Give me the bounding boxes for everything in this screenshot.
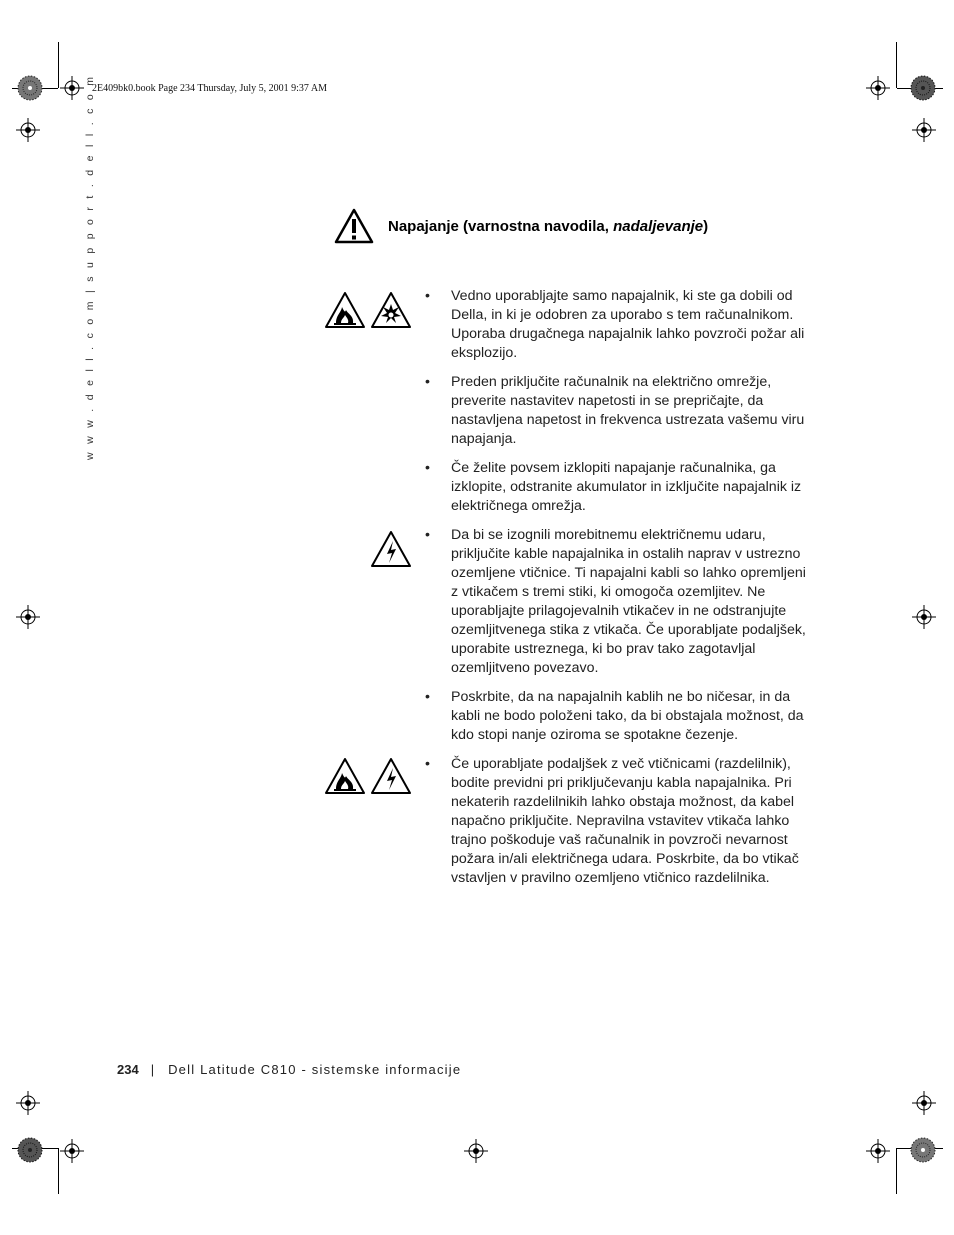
caution-triangle-icon [334, 208, 374, 244]
registration-mark-icon [60, 76, 84, 100]
bullet-icon: • [425, 756, 430, 772]
page-number: 234 [117, 1062, 139, 1077]
section-heading [334, 208, 708, 244]
print-header-stamp: 2E409bk0.book Page 234 Thursday, July 5, 2001 9:37 AM [92, 83, 327, 94]
page-footer [117, 1062, 461, 1077]
crop-mark [58, 42, 59, 88]
registration-mark-icon [866, 76, 890, 100]
bullet-icon: • [425, 374, 430, 390]
crop-mark [58, 1148, 59, 1194]
bullet-icon: • [425, 460, 430, 476]
fire-hazard-icon [324, 757, 366, 795]
bullet-icon: • [425, 288, 430, 304]
bullet-icon: • [425, 527, 430, 543]
registration-mark-icon [912, 605, 936, 629]
registration-mark-icon [866, 1139, 890, 1163]
list-item [425, 526, 815, 678]
registration-mark-icon [912, 118, 936, 142]
footer-separator: | [150, 1062, 155, 1077]
list-item-text: Preden priključite računalnik na električno omrežje, preverite nastavitev napetosti in se prepričajte, da nastavljena napetost in frekvenca ustrezata vašemu viru napajanja. [451, 374, 805, 447]
registration-mark-icon [16, 118, 40, 142]
list-item-text: Če želite povsem izklopiti napajanje računalnika, ga izklopite, odstranite akumulator in izključite napajalnik iz električnega omrežja. [451, 460, 802, 514]
list-item [425, 755, 815, 888]
list-item [425, 373, 815, 449]
registration-mark-icon [16, 605, 40, 629]
list-item-text: Poskrbite, da na napajalnih kablih ne bo ničesar, in da kabli ne bodo položeni tako, da bi obstajala možnost, da kdo stopi nanje oziroma se spotakne čezenje. [451, 689, 804, 743]
registration-rosette-icon [910, 1137, 936, 1163]
bullet-icon: • [425, 689, 430, 705]
crop-mark [896, 1148, 897, 1194]
list-item [425, 287, 815, 363]
list-item [425, 688, 815, 745]
electric-shock-icon [370, 530, 412, 568]
registration-mark-icon [60, 1139, 84, 1163]
registration-mark-icon [464, 1139, 488, 1163]
list-item-text: Da bi se izognili morebitnemu električnemu udaru, priključite kable napajalnika in ostalih naprav v ustrezno ozemljene vtičnice. Ti napajalni kabli so lahko opremljeni z vtikačem s tremi stiki, ki omogoča ozemljitev. Ne uporabljajte prilagojevalnih vtikačev in ne odstranjujte ozemljitvenega stika z vtikača. Če uporabljate podaljšek, uporabite ustreznega, ki bo prav tako zagotavljal ozemljitveno povezavo. [451, 527, 806, 676]
list-item-text: Če uporabljate podaljšek z več vtičnicami (razdelilnik), bodite previdni pri priključevanju kabla napajalnika. Pri nekaterih razdelilnikih lahko obstaja možnost, da kabel napačno priključite. Nepravilna vstavitev vtikača lahko trajno poškoduje vaš računalnik in povzroči nevarnost požara in/ali električnega udara. Poskrbite, da bo vtikač vstavljen v pravilno ozemljeno vtičnico razdelilnika. [451, 756, 799, 886]
crop-mark [896, 42, 897, 88]
registration-mark-icon [912, 1091, 936, 1115]
electric-shock-icon [370, 757, 412, 795]
registration-rosette-icon [910, 75, 936, 101]
registration-rosette-icon [17, 75, 43, 101]
explosion-hazard-icon [370, 291, 412, 329]
footer-title: Dell Latitude C810 - sistemske informacije [168, 1062, 462, 1077]
registration-rosette-icon [17, 1137, 43, 1163]
sidebar-url: w w w . d e l l . c o m | s u p p o r t . d e l l . c o m [84, 74, 96, 460]
registration-mark-icon [16, 1091, 40, 1115]
fire-hazard-icon [324, 291, 366, 329]
list-item-text: Vedno uporabljajte samo napajalnik, ki ste ga dobili od Della, in ki je odobren za uporabo s tem računalnikom. Uporaba drugačnega napajalnik lahko povzroči požar ali eksplozijo. [451, 288, 805, 361]
safety-instructions-list [425, 287, 815, 888]
section-title: Napajanje (varnostna navodila, nadaljevanje) [388, 217, 709, 235]
list-item [425, 459, 815, 516]
